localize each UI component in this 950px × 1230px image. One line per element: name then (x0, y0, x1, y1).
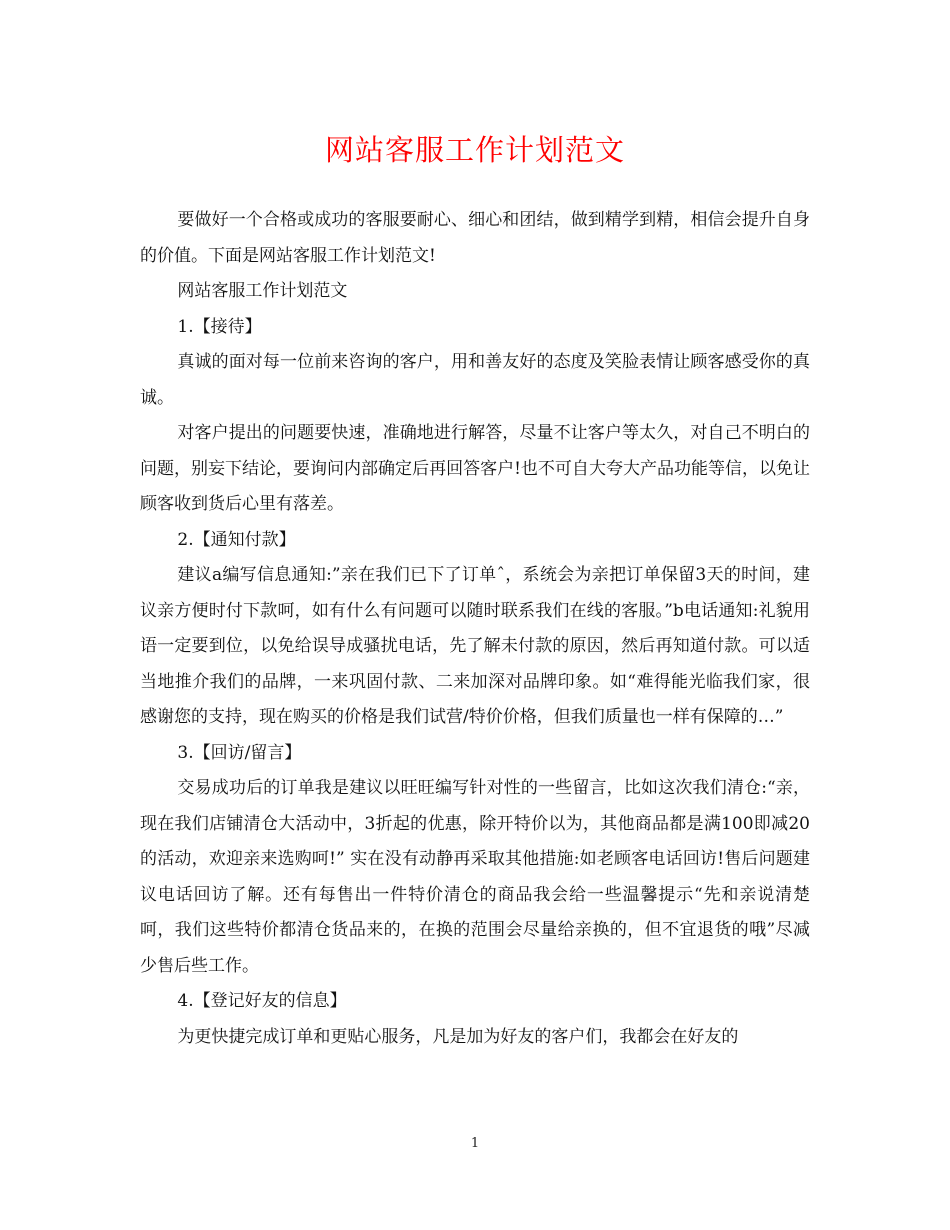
section-heading-follow-up: 3.【回访/留言】 (177, 742, 302, 763)
body-paragraph: 交易成功后的订单我是建议以旺旺编写针对性的一些留言，比如这次我们清仓:“亲，现在我们店铺清仓大活动中，3折起的优惠，除开特价以为，其他商品都是满100即减20的活动，欢迎亲来选购呵!” 实在没有动静再采取其他措施:如老顾客电话回访!售后问题建议电话回访了解。还有每售出一件特价清仓的商品我会给一些温馨提示“先和亲说清楚呵，我们这些特价都清仓货品来的，在换的范围会尽量给亲换的，但不宜退货的哦”尽减少售后些工作。 (140, 778, 810, 976)
body-paragraph: 真诚的面对每一位前来咨询的客户，用和善友好的态度及笑脸表情让顾客感受你的真诚。 (140, 352, 810, 408)
body-paragraph: 对客户提出的问题要快速，准确地进行解答，尽量不让客户等太久，对自己不明白的问题，别妄下结论，要询问内部确定后再回答客户!也不可自大夸大产品功能等信，以免让顾客收到货后心里有落差。 (140, 423, 810, 514)
section-heading-payment-notice: 2.【通知付款】 (177, 529, 296, 550)
section-heading-reception: 1.【接待】 (177, 316, 262, 337)
body-paragraph: 为更快捷完成订单和更贴心服务，凡是加为好友的客户们，我都会在好友的 (177, 1026, 739, 1047)
intro-paragraph: 要做好一个合格或成功的客服要耐心、细心和团结，做到精学到精，相信会提升自身的价值。下面是网站客服工作计划范文! (140, 210, 810, 266)
section-heading-friend-info: 4.【登记好友的信息】 (177, 991, 347, 1011)
document-body (140, 203, 810, 1055)
section-heading: 网站客服工作计划范文 (177, 281, 348, 301)
document-title: 网站客服工作计划范文 (324, 133, 625, 167)
body-paragraph: 建议a编写信息通知:”亲在我们已下了订单ˆ，系统会为亲把订单保留3天的时间，建议亲方便时付下款呵，如有什么有问题可以随时联系我们在线的客服。”b电话通知:礼貌用语一定要到位，以免给误导成骚扰电话，先了解未付款的原因，然后再知道付款。可以适当地推介我们的品牌，一来巩固付款、二来加深对品牌印象。如“难得能光临我们家，很感谢您的支持，现在购买的价格是我们试营/特价价格，但我们质量也一样有保障的…” (140, 565, 810, 727)
page-number: 1 (470, 1136, 480, 1151)
